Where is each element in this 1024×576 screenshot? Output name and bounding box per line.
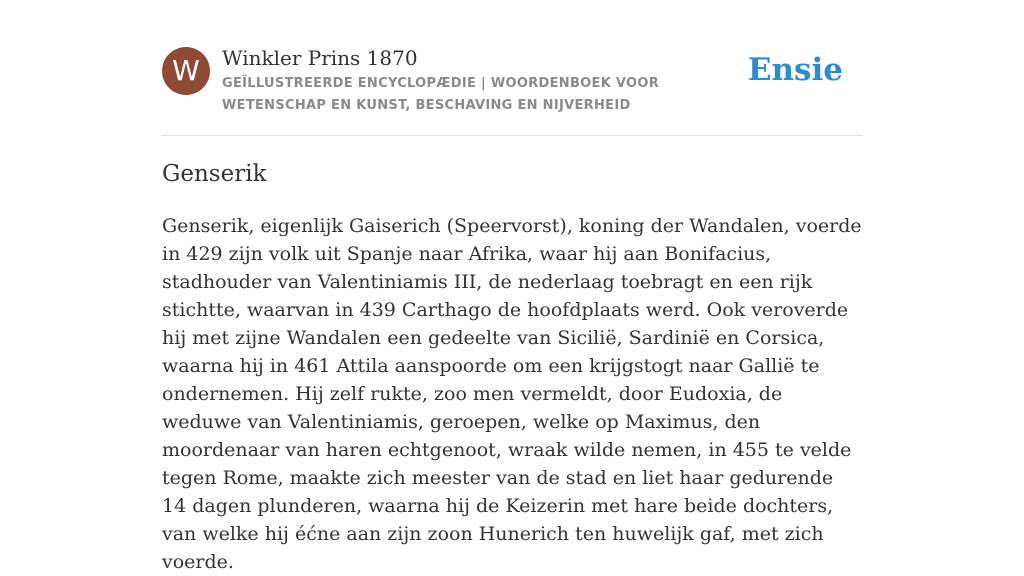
ensie-logo[interactable]: Ensie: [747, 52, 843, 88]
source-subtitle: GEÏLLUSTREERDE ENCYCLOPÆDIE | WOORDENBOEK VOOR WETENSCHAP EN KUNST, BESCHAVING EN NIJVERHEID: [222, 76, 660, 113]
article-title: Genserik: [162, 161, 267, 187]
source-avatar[interactable]: W: [162, 47, 210, 95]
header-divider: [162, 135, 862, 136]
article-body: Genserik, eigenlijk Gaiserich (Speervorst), koning der Wandalen, voerde in 429 zijn volk uit Spanje naar Afrika, waar hij aan Bonifacius, stadhouder van Valentiniamis III, de nederlaag toebragt en een rijk stichtte, waarvan in 439 Carthago de hoofdplaats werd. Ook veroverde hij met zijne Wandalen een gedeelte van Sicilië, Sardinië en Corsica, waarna hij in 461 Attila aanspoorde om een krijgstogt naar Gallië te ondernemen. Hij zelf rukte, zoo men vermeldt, door Eudoxia, de weduwe van Valentiniamis, geroepen, welke op Maximus, den moordenaar van haren echtgenoot, wraak wilde nemen, in 455 te velde tegen Rome, maakte zich meester van de stad en liet haar gedurende 14 dagen plunderen, waarna hij de Keizerin met hare beide dochters, van welke hij éćne aan zijn zoon Hunerich ten huwelijk gaf, met zich voerde.: [162, 215, 862, 573]
source-header: [162, 45, 862, 135]
source-title[interactable]: Winkler Prins 1870: [222, 46, 418, 70]
